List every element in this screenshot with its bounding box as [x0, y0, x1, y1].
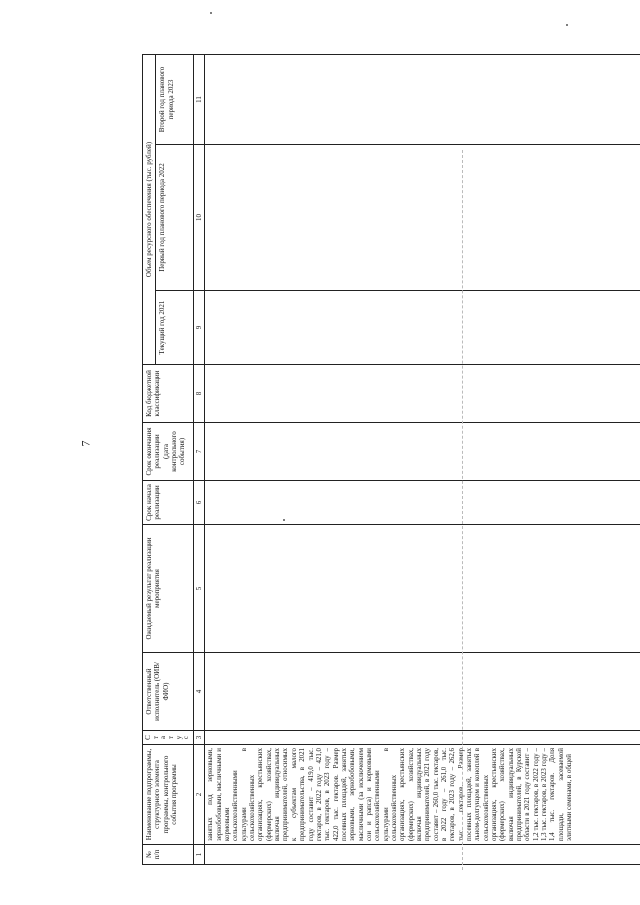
col-num: 11: [194, 54, 205, 144]
status-letter: т: [167, 735, 176, 740]
cell-end: [205, 423, 640, 481]
col-num: 8: [194, 365, 205, 423]
col-num: 7: [194, 423, 205, 481]
col-num: 2: [194, 745, 205, 845]
header-start: Срок начала реализации: [143, 481, 194, 525]
col-num: 5: [194, 525, 205, 653]
header-budget-code: Код бюджетной классификации: [143, 365, 194, 423]
header-executor: Ответственный исполнитель (ОИВ/ФИО): [143, 653, 194, 731]
page-number: 7: [78, 440, 93, 447]
header-row-1: [143, 54, 156, 864]
header-result: Ожидаемый результат реализации мероприятия: [143, 525, 194, 653]
cell-result: [205, 525, 640, 653]
status-letter: у: [174, 735, 183, 740]
table-row: [205, 54, 640, 864]
column-number-row: [194, 54, 205, 864]
header-name: Наименование подпрограммы, структурного элемента программы, контрольного события программы: [143, 745, 194, 845]
scan-artifact-line: [462, 150, 463, 870]
status-letter: С: [144, 735, 152, 740]
cell-second-year: [205, 54, 640, 144]
col-num: 9: [194, 291, 205, 365]
header-resources: Объем ресурсного обеспечения (тыс. рублей): [143, 54, 156, 364]
scan-speck: [283, 519, 285, 521]
cell-start: [205, 481, 640, 525]
col-num: 10: [194, 145, 205, 291]
header-end: Срок окончания реализации (дата контрольного события): [143, 423, 194, 481]
col-num: 6: [194, 481, 205, 525]
status-letter: а: [159, 735, 168, 740]
cell-executor: [205, 653, 640, 731]
cell-budget-code: [205, 365, 640, 423]
cell-no: [205, 845, 640, 865]
header-second-year: Второй год планового периода 2023: [156, 54, 194, 144]
header-current-year: Текущий год 2021: [156, 291, 194, 365]
col-num: 4: [194, 653, 205, 731]
scan-speck: [566, 24, 568, 26]
status-letter: т: [151, 735, 160, 740]
scan-speck: [210, 12, 212, 14]
program-table: [142, 54, 640, 865]
header-first-year: Первый год планового периода 2022: [156, 145, 194, 291]
cell-first-year: [205, 145, 640, 291]
cell-status: [205, 731, 640, 745]
cell-current-year: [205, 291, 640, 365]
cell-name: занятых под зерновыми, зернобобовыми, масличными и кормовыми сельскохозяйственными культурами в сельскохозяйственных организациях, крестьянских (фермерских) хозяйствах, включая индивидуальных предпринимателей, относимых к субъектам малого предпринимательства, в 2021 году составит – 419,0 тыс. гектаров, в 2022 году – 421,0 тыс. гектаров, в 2023 году – 422,0 тыс. гектаров. Размер посевных площадей, занятых зерновыми, зернобобовыми, масличными (за исключением сои и рапса) и кормовыми сельскохозяйственными культурами в сельскохозяйственных организациях, крестьянских (фермерских) хозяйствах, включая индивидуальных предпринимателей, в 2021 году составит – 260,0 тыс. гектаров, в 2022 году – 261,0 тыс. гектаров, в 2023 году – 262,6 тыс. гектаров. Размер посевных площадей, занятых льном-долгунцом и коноплей в сельскохозяйственных организациях, крестьянских (фермерских) хозяйствах, включая индивидуальных предпринимателей, в Курской области в 2021 году составит – 1,2 тыс. гектаров, в 2022 году – 1,3 тыс. гектаров, в 2023 году – 1,4 тыс. гектаров. Доля площади, засеваемой элитными семенами, в общей: [205, 745, 640, 845]
status-letter: с: [182, 735, 191, 740]
header-no: № п/п: [143, 845, 194, 865]
header-status: [143, 731, 194, 745]
col-num: 3: [194, 731, 205, 745]
col-num: 1: [194, 845, 205, 865]
